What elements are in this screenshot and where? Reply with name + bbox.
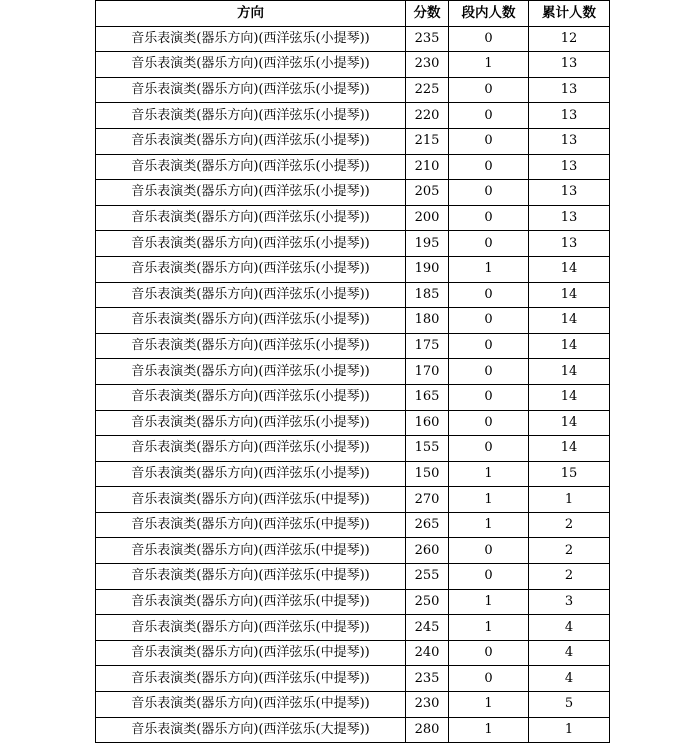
cell-cumulative-count: 1 xyxy=(529,717,610,743)
cell-score: 200 xyxy=(406,205,449,231)
cell-direction: 音乐表演类(器乐方向)(西洋弦乐(中提琴)) xyxy=(96,692,406,718)
cell-segment-count: 0 xyxy=(449,282,529,308)
cell-cumulative-count: 14 xyxy=(529,359,610,385)
cell-direction: 音乐表演类(器乐方向)(西洋弦乐(小提琴)) xyxy=(96,308,406,334)
cell-score: 150 xyxy=(406,461,449,487)
cell-segment-count: 1 xyxy=(449,615,529,641)
table-row xyxy=(96,461,610,487)
table-row xyxy=(96,52,610,78)
table-row xyxy=(96,180,610,206)
table-row xyxy=(96,128,610,154)
header-cumulative-count: 累计人数 xyxy=(529,1,610,27)
cell-cumulative-count: 13 xyxy=(529,103,610,129)
cell-segment-count: 1 xyxy=(449,256,529,282)
cell-segment-count: 0 xyxy=(449,564,529,590)
cell-cumulative-count: 2 xyxy=(529,512,610,538)
cell-direction: 音乐表演类(器乐方向)(西洋弦乐(中提琴)) xyxy=(96,615,406,641)
table-row xyxy=(96,77,610,103)
cell-segment-count: 1 xyxy=(449,461,529,487)
cell-score: 225 xyxy=(406,77,449,103)
table-row xyxy=(96,589,610,615)
table-row xyxy=(96,154,610,180)
cell-score: 195 xyxy=(406,231,449,257)
cell-direction: 音乐表演类(器乐方向)(西洋弦乐(大提琴)) xyxy=(96,717,406,743)
cell-direction: 音乐表演类(器乐方向)(西洋弦乐(中提琴)) xyxy=(96,589,406,615)
table-row xyxy=(96,26,610,52)
cell-score: 260 xyxy=(406,538,449,564)
table-header xyxy=(96,1,610,27)
header-segment-count: 段内人数 xyxy=(449,1,529,27)
table-row xyxy=(96,205,610,231)
table-row xyxy=(96,359,610,385)
cell-direction: 音乐表演类(器乐方向)(西洋弦乐(小提琴)) xyxy=(96,26,406,52)
cell-direction: 音乐表演类(器乐方向)(西洋弦乐(中提琴)) xyxy=(96,487,406,513)
cell-cumulative-count: 13 xyxy=(529,231,610,257)
cell-score: 220 xyxy=(406,103,449,129)
cell-segment-count: 0 xyxy=(449,359,529,385)
table-row xyxy=(96,640,610,666)
cell-direction: 音乐表演类(器乐方向)(西洋弦乐(小提琴)) xyxy=(96,436,406,462)
cell-score: 230 xyxy=(406,52,449,78)
cell-score: 160 xyxy=(406,410,449,436)
cell-segment-count: 1 xyxy=(449,512,529,538)
cell-segment-count: 0 xyxy=(449,128,529,154)
cell-score: 240 xyxy=(406,640,449,666)
cell-segment-count: 1 xyxy=(449,589,529,615)
header-score: 分数 xyxy=(406,1,449,27)
cell-segment-count: 0 xyxy=(449,26,529,52)
cell-cumulative-count: 3 xyxy=(529,589,610,615)
cell-score: 270 xyxy=(406,487,449,513)
cell-segment-count: 0 xyxy=(449,666,529,692)
cell-direction: 音乐表演类(器乐方向)(西洋弦乐(小提琴)) xyxy=(96,461,406,487)
cell-score: 185 xyxy=(406,282,449,308)
cell-score: 245 xyxy=(406,615,449,641)
cell-cumulative-count: 13 xyxy=(529,180,610,206)
cell-score: 255 xyxy=(406,564,449,590)
cell-score: 235 xyxy=(406,26,449,52)
cell-segment-count: 0 xyxy=(449,410,529,436)
cell-direction: 音乐表演类(器乐方向)(西洋弦乐(中提琴)) xyxy=(96,640,406,666)
cell-cumulative-count: 15 xyxy=(529,461,610,487)
cell-score: 210 xyxy=(406,154,449,180)
table-row xyxy=(96,282,610,308)
cell-segment-count: 0 xyxy=(449,436,529,462)
cell-score: 230 xyxy=(406,692,449,718)
cell-cumulative-count: 14 xyxy=(529,436,610,462)
cell-score: 265 xyxy=(406,512,449,538)
cell-score: 280 xyxy=(406,717,449,743)
table-row xyxy=(96,410,610,436)
cell-cumulative-count: 2 xyxy=(529,538,610,564)
cell-cumulative-count: 13 xyxy=(529,154,610,180)
table-body xyxy=(96,26,610,743)
cell-segment-count: 0 xyxy=(449,231,529,257)
cell-direction: 音乐表演类(器乐方向)(西洋弦乐(小提琴)) xyxy=(96,154,406,180)
cell-direction: 音乐表演类(器乐方向)(西洋弦乐(小提琴)) xyxy=(96,359,406,385)
cell-direction: 音乐表演类(器乐方向)(西洋弦乐(小提琴)) xyxy=(96,282,406,308)
cell-cumulative-count: 13 xyxy=(529,52,610,78)
table-row xyxy=(96,615,610,641)
cell-direction: 音乐表演类(器乐方向)(西洋弦乐(中提琴)) xyxy=(96,512,406,538)
table-row xyxy=(96,103,610,129)
cell-score: 190 xyxy=(406,256,449,282)
cell-segment-count: 1 xyxy=(449,52,529,78)
cell-direction: 音乐表演类(器乐方向)(西洋弦乐(小提琴)) xyxy=(96,333,406,359)
cell-score: 155 xyxy=(406,436,449,462)
cell-cumulative-count: 14 xyxy=(529,256,610,282)
cell-segment-count: 0 xyxy=(449,103,529,129)
table-row xyxy=(96,308,610,334)
cell-cumulative-count: 14 xyxy=(529,410,610,436)
cell-cumulative-count: 14 xyxy=(529,282,610,308)
cell-cumulative-count: 13 xyxy=(529,77,610,103)
cell-direction: 音乐表演类(器乐方向)(西洋弦乐(中提琴)) xyxy=(96,564,406,590)
cell-direction: 音乐表演类(器乐方向)(西洋弦乐(小提琴)) xyxy=(96,77,406,103)
cell-cumulative-count: 2 xyxy=(529,564,610,590)
header-direction: 方向 xyxy=(96,1,406,27)
cell-score: 250 xyxy=(406,589,449,615)
cell-direction: 音乐表演类(器乐方向)(西洋弦乐(小提琴)) xyxy=(96,256,406,282)
table-row xyxy=(96,333,610,359)
cell-score: 175 xyxy=(406,333,449,359)
cell-direction: 音乐表演类(器乐方向)(西洋弦乐(小提琴)) xyxy=(96,180,406,206)
header-row xyxy=(96,1,610,27)
cell-segment-count: 0 xyxy=(449,205,529,231)
cell-direction: 音乐表演类(器乐方向)(西洋弦乐(中提琴)) xyxy=(96,538,406,564)
cell-segment-count: 1 xyxy=(449,692,529,718)
table-row xyxy=(96,256,610,282)
cell-segment-count: 0 xyxy=(449,77,529,103)
cell-segment-count: 1 xyxy=(449,717,529,743)
cell-direction: 音乐表演类(器乐方向)(西洋弦乐(小提琴)) xyxy=(96,52,406,78)
cell-score: 235 xyxy=(406,666,449,692)
cell-segment-count: 0 xyxy=(449,154,529,180)
cell-cumulative-count: 14 xyxy=(529,333,610,359)
cell-segment-count: 0 xyxy=(449,180,529,206)
table-row xyxy=(96,436,610,462)
cell-segment-count: 0 xyxy=(449,640,529,666)
table-row xyxy=(96,564,610,590)
cell-cumulative-count: 12 xyxy=(529,26,610,52)
cell-cumulative-count: 13 xyxy=(529,205,610,231)
cell-segment-count: 0 xyxy=(449,333,529,359)
cell-cumulative-count: 13 xyxy=(529,128,610,154)
cell-score: 205 xyxy=(406,180,449,206)
cell-direction: 音乐表演类(器乐方向)(西洋弦乐(小提琴)) xyxy=(96,205,406,231)
cell-cumulative-count: 4 xyxy=(529,640,610,666)
cell-direction: 音乐表演类(器乐方向)(西洋弦乐(小提琴)) xyxy=(96,128,406,154)
table-row xyxy=(96,666,610,692)
cell-cumulative-count: 1 xyxy=(529,487,610,513)
table-row xyxy=(96,538,610,564)
cell-direction: 音乐表演类(器乐方向)(西洋弦乐(小提琴)) xyxy=(96,410,406,436)
table-row xyxy=(96,717,610,743)
cell-cumulative-count: 5 xyxy=(529,692,610,718)
table-row xyxy=(96,384,610,410)
cell-direction: 音乐表演类(器乐方向)(西洋弦乐(小提琴)) xyxy=(96,231,406,257)
cell-cumulative-count: 4 xyxy=(529,615,610,641)
cell-score: 215 xyxy=(406,128,449,154)
cell-score: 180 xyxy=(406,308,449,334)
score-table xyxy=(95,0,610,743)
table-row xyxy=(96,692,610,718)
cell-score: 170 xyxy=(406,359,449,385)
cell-cumulative-count: 14 xyxy=(529,308,610,334)
cell-segment-count: 1 xyxy=(449,487,529,513)
cell-cumulative-count: 14 xyxy=(529,384,610,410)
table-row xyxy=(96,231,610,257)
cell-cumulative-count: 4 xyxy=(529,666,610,692)
table-row xyxy=(96,512,610,538)
cell-direction: 音乐表演类(器乐方向)(西洋弦乐(小提琴)) xyxy=(96,103,406,129)
cell-segment-count: 0 xyxy=(449,308,529,334)
cell-direction: 音乐表演类(器乐方向)(西洋弦乐(中提琴)) xyxy=(96,666,406,692)
table-row xyxy=(96,487,610,513)
cell-segment-count: 0 xyxy=(449,384,529,410)
cell-score: 165 xyxy=(406,384,449,410)
cell-segment-count: 0 xyxy=(449,538,529,564)
cell-direction: 音乐表演类(器乐方向)(西洋弦乐(小提琴)) xyxy=(96,384,406,410)
